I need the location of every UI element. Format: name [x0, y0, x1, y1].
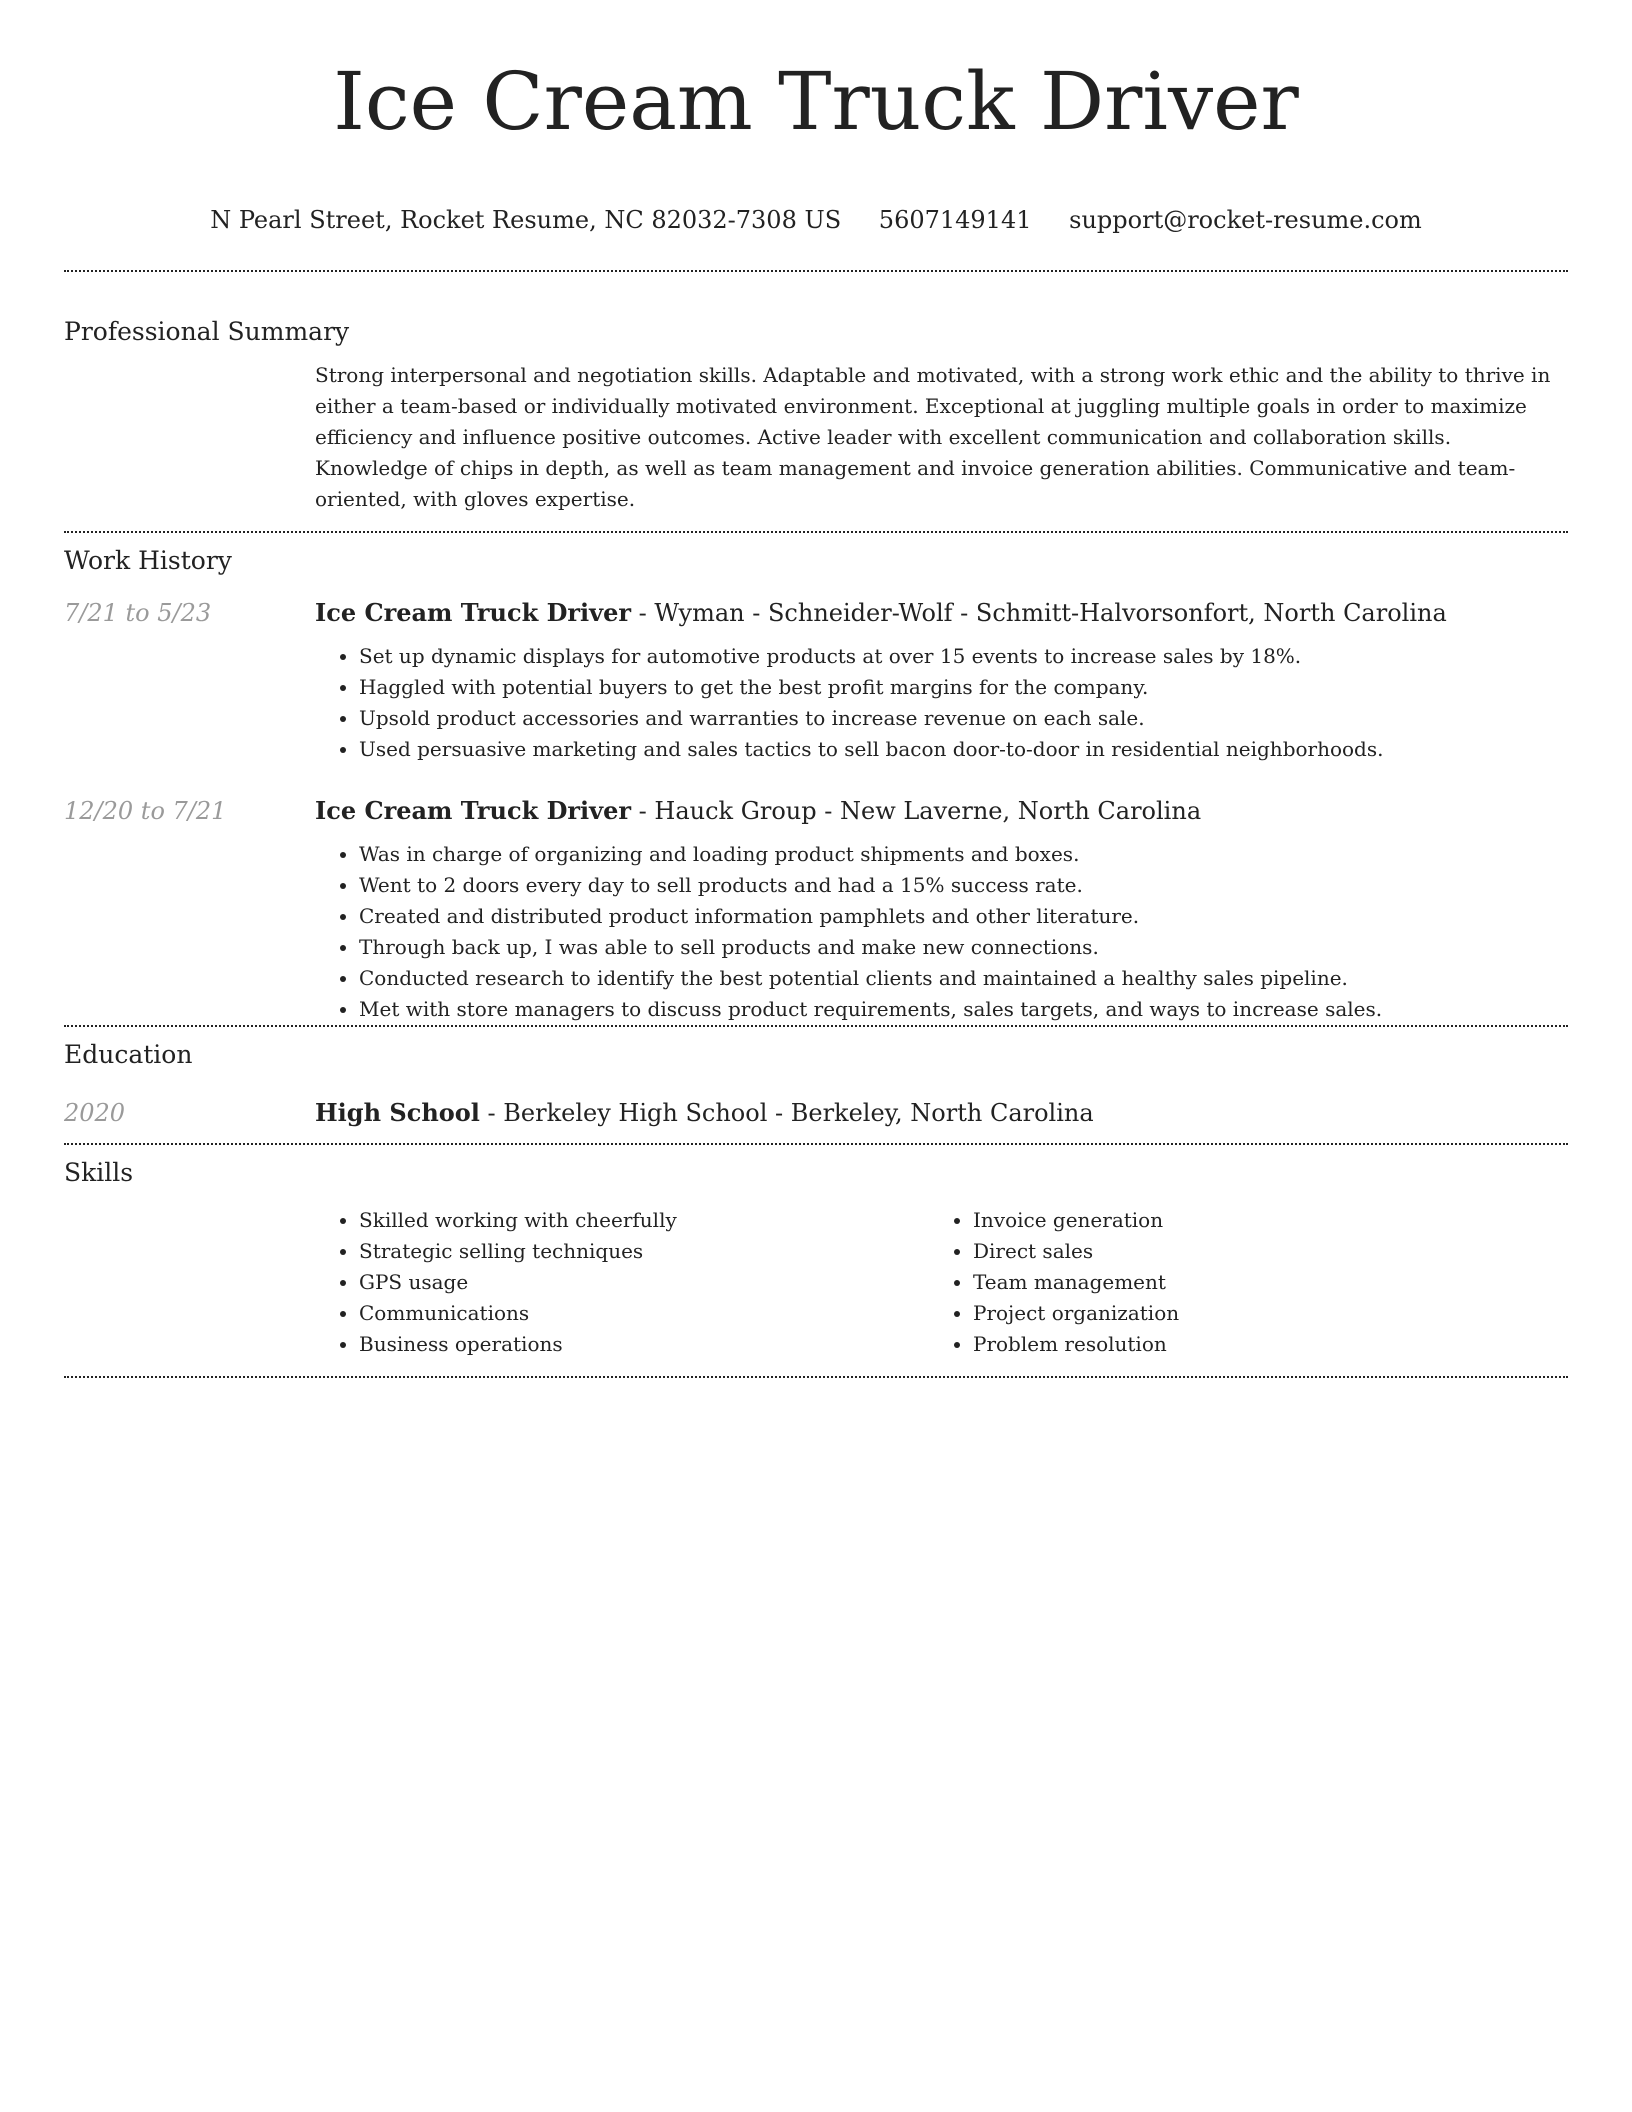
summary-row	[64, 348, 1568, 531]
skill-item: • Direct sales	[973, 1236, 1573, 1267]
skill-item: • Project organization	[973, 1298, 1573, 1329]
section-divider	[64, 270, 1568, 272]
section-divider	[64, 1376, 1568, 1378]
skills-heading: Skills	[64, 1157, 134, 1187]
job-position: Ice Cream Truck Driver	[315, 795, 632, 825]
work-history-heading: Work History	[64, 545, 232, 575]
job-bullets	[315, 839, 1568, 1025]
job-bullet: • Set up dynamic displays for automotive products at over 15 events to increase sales by 18%.	[359, 641, 1568, 672]
section-divider	[64, 531, 1568, 533]
resume-page	[64, 0, 1568, 1378]
skill-item: • Skilled working with cheerfully	[359, 1205, 929, 1236]
contact-phone: 5607149141	[878, 205, 1032, 234]
education-heading-line	[315, 1097, 1568, 1129]
job-details: - Hauck Group - New Laverne, North Carolina	[631, 796, 1202, 825]
job-entry	[64, 597, 1568, 765]
skills-list-right	[929, 1205, 1573, 1360]
job-bullet: • Went to 2 doors every day to sell products and had a 15% success rate.	[359, 870, 1568, 901]
education-details: - Berkeley High School - Berkeley, North Carolina	[479, 1098, 1094, 1127]
summary-text: Strong interpersonal and negotiation skills. Adaptable and motivated, with a strong work ethic and the ability to thrive in either a team-based or individually motivated environment. Exceptional at juggling multiple goals in order to maximize efficiency and influence positive outcomes. Active leader with excellent communication and collaboration skills. Knowledge of chips in depth, as well as team management and invoice generation abilities. Communicative and team-oriented, with gloves expertise.	[315, 362, 1551, 511]
job-bullet: • Upsold product accessories and warranties to increase revenue on each sale.	[359, 703, 1568, 734]
skill-item: • GPS usage	[359, 1267, 929, 1298]
skill-item: • Business operations	[359, 1329, 929, 1360]
candidate-name: Ice Cream Truck Driver	[333, 55, 1299, 148]
section-divider	[64, 1143, 1568, 1145]
summary-heading: Professional Summary	[64, 316, 350, 346]
skills-row	[64, 1189, 1568, 1376]
contact-email: support@rocket-resume.com	[1069, 205, 1422, 234]
skill-item: • Team management	[973, 1267, 1573, 1298]
education-heading: Education	[64, 1039, 193, 1069]
job-bullet: • Used persuasive marketing and sales tactics to sell bacon door-to-door in residential neighborhoods.	[359, 734, 1568, 765]
job-bullet: • Was in charge of organizing and loading product shipments and boxes.	[359, 839, 1568, 870]
job-details: - Wyman - Schneider-Wolf - Schmitt-Halvorsonfort, North Carolina	[631, 598, 1447, 627]
job-position: Ice Cream Truck Driver	[315, 597, 632, 627]
job-bullets	[315, 641, 1568, 765]
contact-address: N Pearl Street, Rocket Resume, NC 82032-7308 US	[210, 205, 842, 234]
job-bullet: • Conducted research to identify the best potential clients and maintained a healthy sales pipeline.	[359, 963, 1568, 994]
job-dates: 12/20 to 7/21	[64, 796, 227, 825]
skill-item: • Strategic selling techniques	[359, 1236, 929, 1267]
job-heading	[315, 795, 1568, 827]
education-year: 2020	[64, 1098, 126, 1127]
skills-list-left	[315, 1205, 929, 1360]
job-bullet: • Created and distributed product information pamphlets and other literature.	[359, 901, 1568, 932]
section-divider	[64, 1025, 1568, 1027]
skill-item: • Communications	[359, 1298, 929, 1329]
job-heading	[315, 597, 1568, 629]
education-entry	[64, 1097, 1568, 1129]
job-bullet: • Haggled with potential buyers to get the best profit margins for the company.	[359, 672, 1568, 703]
job-bullet: • Through back up, I was able to sell products and make new connections.	[359, 932, 1568, 963]
job-bullet: • Met with store managers to discuss product requirements, sales targets, and ways to increase sales.	[359, 994, 1568, 1025]
contact-line	[64, 204, 1568, 236]
job-dates: 7/21 to 5/23	[64, 598, 212, 627]
skill-item: • Problem resolution	[973, 1329, 1573, 1360]
education-degree: High School	[315, 1097, 480, 1127]
job-entry	[64, 795, 1568, 1025]
skill-item: • Invoice generation	[973, 1205, 1573, 1236]
